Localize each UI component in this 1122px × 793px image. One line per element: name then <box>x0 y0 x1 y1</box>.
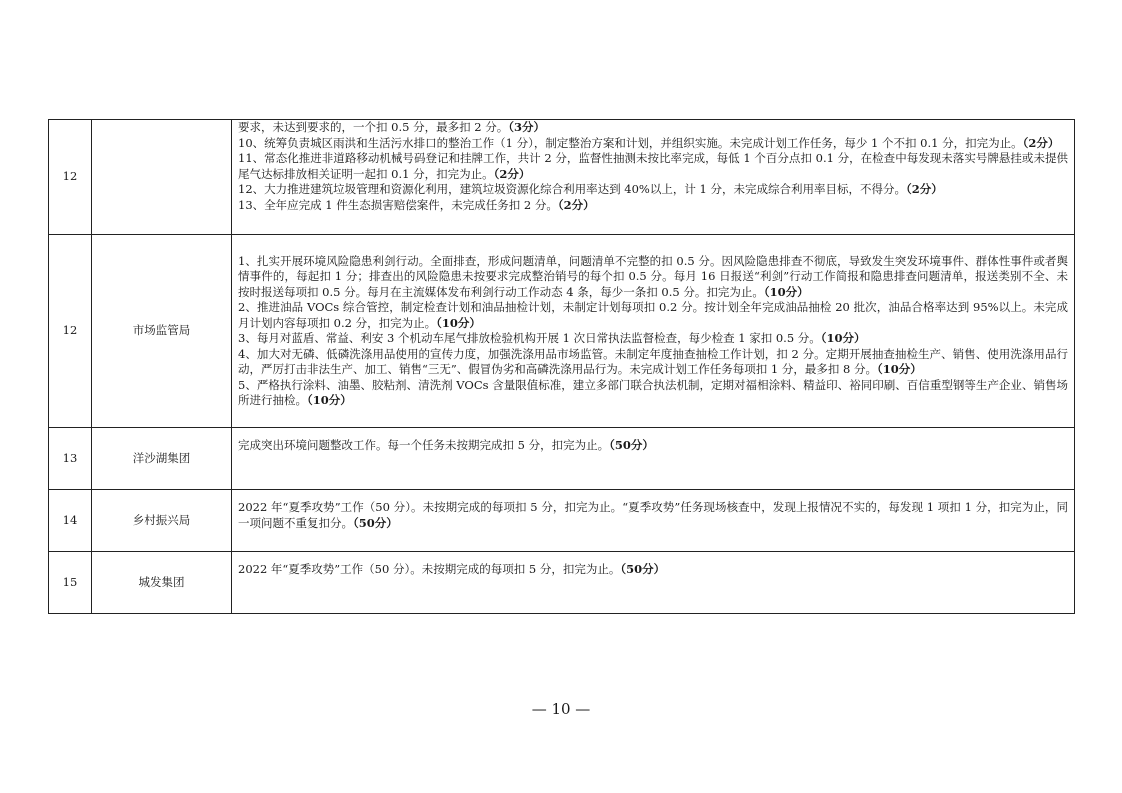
table-row <box>49 552 1075 614</box>
criteria-line: 要求，未达到要求的，一个扣 0.5 分，最多扣 2 分。（3分） <box>238 120 545 134</box>
points: （50分） <box>609 438 654 452</box>
criteria-line: 2、推进油品 VOCs 综合管控，制定检查计划和油品抽检计划，未制定计划每项扣 0.2 分。按计划全年完成油品抽检 20 批次，油品合格率达到 95%以上。未完成月计划内容每项扣 0.2 分，扣完为止。（10分） <box>238 300 1068 330</box>
department-cell: 城发集团 <box>92 552 232 614</box>
table-row <box>49 235 1075 428</box>
criteria-cell <box>232 120 1075 235</box>
points: （10分） <box>877 362 922 376</box>
row-number: 14 <box>49 490 92 552</box>
points: （2分） <box>905 182 943 196</box>
criteria-cell <box>232 552 1075 614</box>
criteria-line: 13、全年应完成 1 件生态损害赔偿案件，未完成任务扣 2 分。（2分） <box>238 197 595 212</box>
points: （10分） <box>820 331 866 345</box>
table-row <box>49 120 1075 235</box>
criteria-line: 12、大力推进建筑垃圾管理和资源化利用，建筑垃圾资源化综合利用率达到 40%以上，计 1 分，未完成综合利用率目标，不得分。（2分） <box>238 182 943 196</box>
criteria-line: 2022 年“夏季攻势”工作（50 分）。未按期完成的每项扣 5 分，扣完为止。“夏季攻势”任务现场核查中，发现上报情况不实的，每发现 1 项扣 1 分，扣完为止，同一项问题不重复扣分。（50分） <box>238 500 1068 530</box>
table-row <box>49 428 1075 490</box>
assessment-table <box>48 119 1075 614</box>
points: （10分） <box>763 284 809 299</box>
points: （2分） <box>557 197 595 212</box>
criteria-line: 11、常态化推进非道路移动机械号码登记和挂牌工作，共计 2 分，监督性抽测未按比率完成，每低 1 个百分点扣 0.1 分，在检查中每发现未落实号牌悬挂或未提供尾气达标排放相关证明一起扣 0.1 分，扣完为止。（2分） <box>238 151 1068 181</box>
row-number: 12 <box>49 235 92 428</box>
criteria-line: 完成突出环境问题整改工作。每一个任务未按期完成扣 5 分，扣完为止。（50分） <box>238 438 654 452</box>
points: （10分） <box>436 315 481 330</box>
points: （10分） <box>307 393 352 407</box>
criteria-cell <box>232 490 1075 552</box>
points: （50分） <box>620 562 666 576</box>
table-row <box>49 490 1075 552</box>
criteria-line: 3、每月对蓝盾、常益、利安 3 个机动车尾气排放检验机构开展 1 次日常执法监督检查，每少检查 1 家扣 0.5 分。（10分） <box>238 331 866 345</box>
criteria-line: 1、扎实开展环境风险隐患利剑行动。全面排查，形成问题清单，问题清单不完整的扣 0.5 分。因风险隐患排查不彻底，导致发生突发环境事件、群体性事件或者舆情事件的，每起扣 1 分；排查出的风险隐患未按要求完成整治销号的每个扣 0.5 分。每月 16 日报送“利剑”行动工作简报和隐患排查问题清单，报送类别不全、未按时报送每项扣 0.5 分。每月在主流媒体发布利剑行动工作动态 4 条，每少一条扣 0.5 分。扣完为止。（10分） <box>238 253 1068 299</box>
criteria-cell <box>232 235 1075 428</box>
department-cell <box>92 120 232 235</box>
criteria-line: 4、加大对无磷、低磷洗涤用品使用的宣传力度，加强洗涤用品市场监管。未制定年度抽查抽检工作计划，扣 2 分。定期开展抽查抽检生产、销售、使用洗涤用品行动，严厉打击非法生产、加工、销售“三无”、假冒伪劣和高磷洗涤用品行为。未完成计划工作任务每项扣 1 分，最多扣 8 分。（10分） <box>238 346 1068 376</box>
department-cell: 乡村振兴局 <box>92 490 232 552</box>
points: （2分） <box>493 166 531 181</box>
criteria-line: 5、严格执行涂料、油墨、胶粘剂、清洗剂 VOCs 含量限值标准，建立多部门联合执法机制，定期对福相涂料、精益印、裕同印刷、百信重型钢等生产企业、销售场所进行抽检。（10分） <box>238 377 1068 407</box>
points: （2分） <box>1022 135 1060 150</box>
row-number: 12 <box>49 120 92 235</box>
department-cell: 市场监管局 <box>92 235 232 428</box>
points: （50分） <box>353 515 398 530</box>
criteria-line: 10、统筹负责城区雨洪和生活污水排口的整治工作（1 分），制定整治方案和计划，并组织实施。未完成计划工作任务，每少 1 个不扣 0.1 分，扣完为止。（2分） <box>238 135 1060 150</box>
page-number: — 10 — <box>531 700 591 718</box>
row-number: 13 <box>49 428 92 490</box>
criteria-cell <box>232 428 1075 490</box>
department-cell: 洋沙湖集团 <box>92 428 232 490</box>
points: （3分） <box>508 120 545 134</box>
criteria-line: 2022 年“夏季攻势”工作（50 分）。未按期完成的每项扣 5 分，扣完为止。（50分） <box>238 562 666 576</box>
row-number: 15 <box>49 552 92 614</box>
